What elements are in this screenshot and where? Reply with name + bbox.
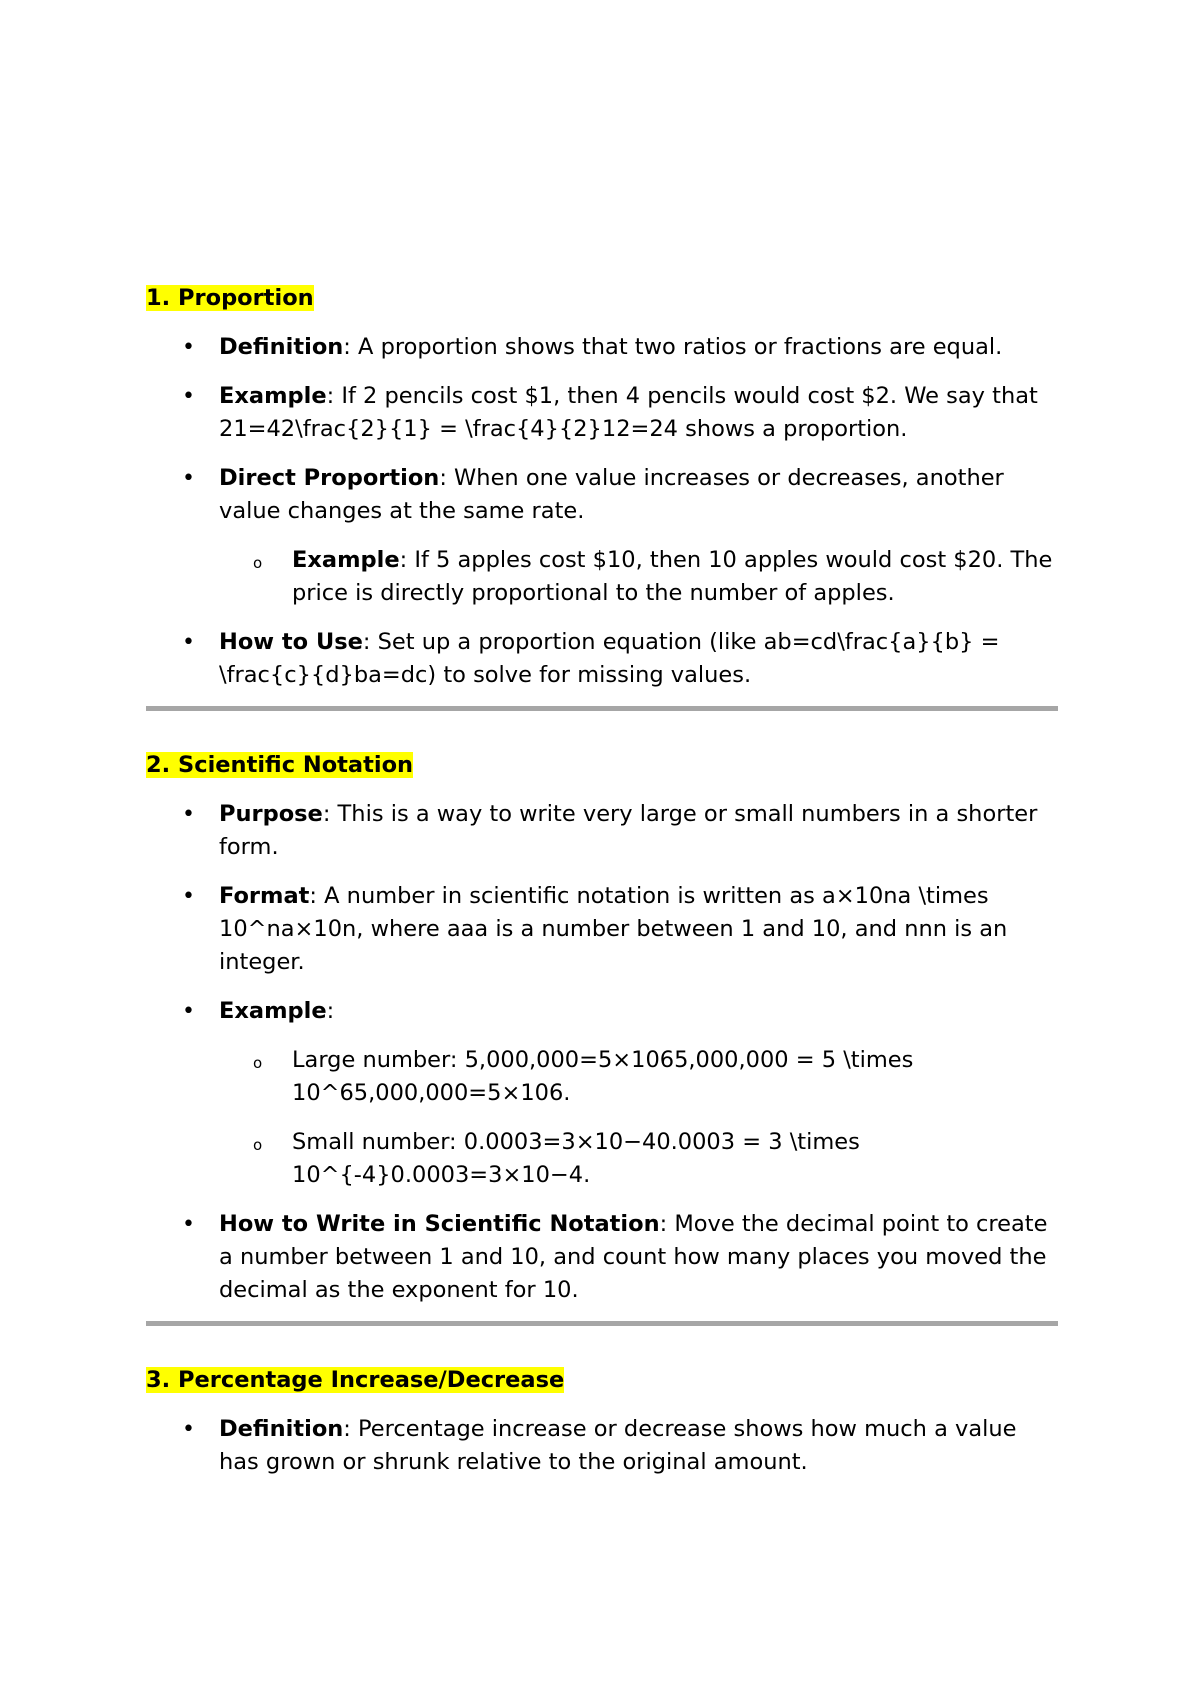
section-percentage-change <box>146 1364 1058 1479</box>
section-title: 1. Proportion <box>146 285 314 311</box>
bullet-item: • Direct Proportion: When one value increases or decreases, another value changes at the same rate. o Example: If 5 apples cost $10, then 10 apples would cost $20. The price is directly proportional to the number of apples. <box>146 462 1058 610</box>
sub-bullet-item: o Example: If 5 apples cost $10, then 10 apples would cost $20. The price is directly proportional to the number of apples. <box>219 544 1058 610</box>
bullet-list <box>146 331 1058 692</box>
section-title: 3. Percentage Increase/Decrease <box>146 1367 565 1393</box>
horizontal-divider <box>146 706 1058 711</box>
document-page <box>146 282 1058 1479</box>
bullet-item: • How to Use: Set up a proportion equation (like ab=cd\frac{a}{b} = \frac{c}{d}ba=dc) to solve for missing values. <box>146 626 1058 692</box>
section-proportion <box>146 282 1058 711</box>
bullet-item: • Example: o Large number: 5,000,000=5×1065,000,000 = 5 \times 10^65,000,000=5×106. o Small number: 0.0003=3×10−40.0003 = 3 \times 10^{-4}0.0003=3×10−4. <box>146 995 1058 1192</box>
bullet-item: • Format: A number in scientific notation is written as a×10na \times 10^na×10n, where aaa is a number between 1 and 10, and nnn is an integer. <box>146 880 1058 979</box>
sub-bullet-list <box>219 1044 1058 1192</box>
section-scientific-notation <box>146 749 1058 1326</box>
sub-bullet-item: o Small number: 0.0003=3×10−40.0003 = 3 \times 10^{-4}0.0003=3×10−4. <box>219 1126 1058 1192</box>
bullet-list <box>146 1413 1058 1479</box>
bullet-item: • Definition: A proportion shows that two ratios or fractions are equal. <box>146 331 1058 364</box>
bullet-item: • Purpose: This is a way to write very large or small numbers in a shorter form. <box>146 798 1058 864</box>
bullet-list <box>146 798 1058 1307</box>
sub-bullet-list <box>219 544 1058 610</box>
bullet-item: • Definition: Percentage increase or decrease shows how much a value has grown or shrunk relative to the original amount. <box>146 1413 1058 1479</box>
bullet-item: • Example: If 2 pencils cost $1, then 4 pencils would cost $2. We say that 21=42\frac{2}{1} = \frac{4}{2}12=24 shows a proportion. <box>146 380 1058 446</box>
horizontal-divider <box>146 1321 1058 1326</box>
bullet-item: • How to Write in Scientific Notation: Move the decimal point to create a number between 1 and 10, and count how many places you moved the decimal as the exponent for 10. <box>146 1208 1058 1307</box>
sub-bullet-item: o Large number: 5,000,000=5×1065,000,000 = 5 \times 10^65,000,000=5×106. <box>219 1044 1058 1110</box>
section-title: 2. Scientific Notation <box>146 752 414 778</box>
